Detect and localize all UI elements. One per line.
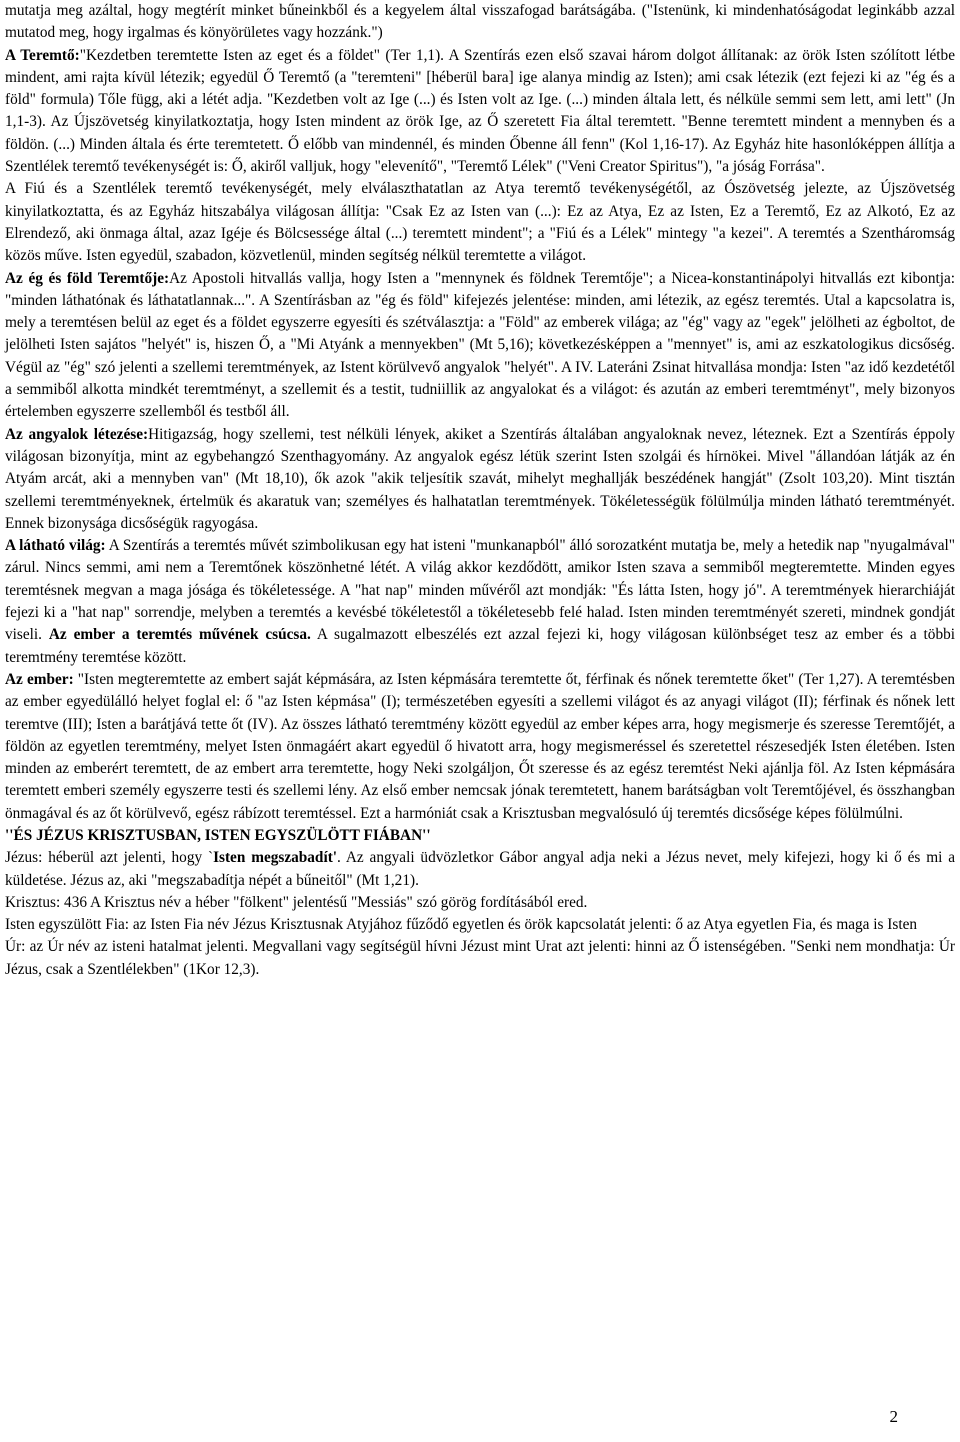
paragraph-visible-world-emphasis: Az ember a teremtés művének csúcsa.: [48, 626, 311, 644]
paragraph-angels: [5, 424, 955, 535]
paragraph-jesus-text-a: Jézus: héberül azt jelenti, hogy `: [5, 849, 214, 867]
paragraph-man: [5, 669, 955, 825]
paragraph-christ-text: Krisztus: 436 A Krisztus név a héber "fölkent" jelentésű "Messiás" szó görög fordításából ered.: [5, 893, 588, 911]
section-title-man: Az ember:: [5, 670, 74, 688]
paragraph-son-and-spirit-text: A Fiú és a Szentlélek teremtő tevékenységét, mely elválaszthatatlan az Atya teremtő tevékenységétől, az Ószövetség jelezte, az Újszövetség kinyilatkoztatta, és az Egyház hitszabálya világosan állítja: "Csak Ez az Isten van (...): Ez az Atya, Ez az Isten, Ez a Teremtő, Ez az Alkotó, Ez az Elrendező, aki önmaga által, azaz Igéje és Bölcsessége által (...) teremtett mindent"; a "Fiú és a Lélek" mintegy "a kezei". A teremtés a Szentháromság közös műve. Isten egyedül, szabadon, közvetlenül, minden segítség nélkül teremtette a világot.: [5, 180, 955, 265]
document-page: [5, 0, 955, 981]
paragraph-son-and-spirit: [5, 178, 955, 267]
paragraph-lord-text: Úr: az Úr név az isteni hatalmat jelenti. Megvallani vagy segítségül hívni Jézust mint Urat azt jelenti: hinni az Ő istenségében. "Senki nem mondhatja: Úr Jézus, csak a Szentlélekben" (1Kor 12,3).: [5, 938, 955, 978]
paragraph-heaven-earth: [5, 268, 955, 424]
paragraph-intro-text: mutatja meg azáltal, hogy megtérít minket bűneinkből és a kegyelem által visszafogad barátságába. ("Istenünk, ki mindenhatóságodat leginkább azzal mutatod meg, hogy irgalmas és könyörületes vagy hozzánk."): [5, 2, 955, 42]
paragraph-lord: [5, 936, 955, 981]
paragraph-visible-world-text-b: A sugalmazott elbeszélés ezt azzal fejezi ki, hogy világosan különbséget tesz az ember és a többi teremtmény teremtése között.: [5, 626, 955, 666]
section-title-angels: Az angyalok létezése:: [5, 425, 149, 443]
section-title-visible-world: A látható világ:: [5, 537, 106, 555]
section-title-creator: A Teremtő:: [5, 46, 80, 64]
paragraph-visible-world: [5, 535, 955, 669]
paragraph-jesus: [5, 847, 955, 892]
section-heading-jesus-christ: ''ÉS JÉZUS KRISZTUSBAN, ISTEN EGYSZÜLÖTT FIÁBAN'': [5, 826, 431, 844]
page-number: 2: [889, 1407, 898, 1426]
paragraph-only-son: [5, 914, 955, 936]
paragraph-christ: [5, 892, 955, 914]
section-title-heaven-earth: Az ég és föld Teremtője:: [5, 269, 170, 287]
paragraph-angels-text: Hitigazság, hogy szellemi, test nélküli lények, akiket a Szentírás általában angyaloknak nevez, léteznek. Ezt a Szentírás éppoly világosan bizonyítja, mint az egybehangzó Szenthagyomány. Az angyalok egész létük szerint Isten szolgái és hírnökei. Mivel "állandóan látják az én Atyám arcát, aki a mennyben van" (Mt 18,10), ők azok "akik teljesítik szavát, mihelyt meghallják beszédének hangját" (Zsolt 103,20). Mint tisztán szellemi teremtményeknek, értelmük és akaratuk van; személyes és halhatatlan teremtmények. Tökéletességük fölülmúlja minden látható teremtményét. Ennek bizonysága dicsőségük ragyogása.: [5, 425, 955, 532]
paragraph-jesus-text-b: . Az angyali üdvözletkor Gábor angyal adja neki a Jézus nevet, mely kifejezi, hogy ki ő és mi a küldetése. Jézus az, aki "megszabadítja népét a bűneitől" (Mt 1,21).: [5, 849, 955, 889]
paragraph-creator-text: "Kezdetben teremtette Isten az eget és a földet" (Ter 1,1). A Szentírás ezen első szavai három dolgot állítanak: az örök Isten szólított létbe mindent, ami rajta kívül létezik; egyedül Ő Teremtő (a "teremteni" [héberül bara] ige alanya mindig az Isten); ami csak létezik (ezt fejezi ki az "ég és a föld" formula) Tőle függ, aki a létét adja. "Kezdetben volt az Ige (...) és Isten volt az Ige. (...) minden általa lett, és nélküle semmi sem lett, ami lett" (Jn 1,1-3). Az Újszövetség kinyilatkoztatja, hogy Isten mindent az örök Ige, az Ő szeretett Fia által teremtett. "Benne teremtett mindent a mennyben és a földön. (...) Minden általa és érte teremtetett. Ő előbb van mindennél, és minden Őbenne áll fenn" (Kol 1,16-17). Az Egyház hite hasonlóképpen állítja a Szentlélek teremtő tevékenységét is: Ő, akiről valljuk, hogy "elevenítő", "Teremtő Lélek" ("Veni Creator Spiritus"), "a jóság Forrása".: [5, 46, 955, 176]
paragraph-man-text: "Isten megteremtette az embert saját képmására, az Isten képmására teremtette őt, férfinak és nőnek teremtette őket" (Ter 1,27). A teremtésben az ember egyedülálló helyet foglal el: ő "az Isten képmása" (I); természetében egyesíti a szellemi világot és az anyagi világot (II); férfinak és nőnek lett teremtve (III); Isten a barátjává tette őt (IV). Az összes látható teremtmény között egyedül az ember képes arra, hogy megismerje és szeresse Teremtőjét, a földön az egyetlen teremtmény, melyet Isten önmagáért akart egyedül ő hivatott arra, hogy megismeréssel és szeretettel részesedjék Isten életében. Isten minden az emberért teremtett, de az embert arra teremtette, hogy Neki szolgáljon, Őt szeresse és az egész teremtést Neki ajánlja föl. Az Isten képmására teremtett emberi személy egyszerre testi és szellemi lény. Az első ember nemcsak jónak teremtetett, hanem barátságban volt Teremtőjével, és összhangban önmagával és az őt körülvevő, egész rábízott teremtéssel. Ezt a harmóniát csak a Krisztusban megvalósuló új teremtés dicsősége képes fölülmúlni.: [5, 670, 956, 822]
paragraph-jesus-emphasis: Isten megszabadít': [213, 849, 338, 867]
paragraph-only-son-text: Isten egyszülött Fia: az Isten Fia név Jézus Krisztusnak Atyjához fűződő egyetlen és örök kapcsolatát jelenti: ő az Atya egyetlen Fia, és maga is Isten: [5, 916, 918, 934]
paragraph-visible-world-text-a: A Szentírás a teremtés művét szimbolikusan egy hat isteni "munkanapból" álló sorozatként mutatja be, mely a hetedik nap "nyugalmával" zárul. Nincs semmi, ami nem a Teremtőnek köszönhetné létét. A világ akkor kezdődött, amikor Isten szava a semmiből megteremtette. Minden egyes teremtésnek megvan a maga jósága és tökéletessége. A "hat nap" minden művéről azt mondják: "És látta Isten, hogy jó". A teremtmények hierarchiáját fejezi ki a "hat nap" sorrendje, melyben a teremtés a kevésbé tökéletestől a tökéletesebb felé halad. Isten minden teremtményét szereti, mindnek gondját viseli.: [5, 537, 956, 644]
paragraph-creator: [5, 45, 955, 179]
paragraph-intro: [5, 0, 955, 45]
paragraph-heaven-earth-text: Az Apostoli hitvallás vallja, hogy Isten a "mennynek és földnek Teremtője"; a Nicea-konstantinápolyi hitvallás ezt kibontja: "minden láthatónak és láthatatlannak...". A Szentírásban az "ég és föld" kifejezés jelentése: minden, ami létezik, az egész teremtés. Utal a kapcsolatra is, mely a teremtésen belül az eget és a földet egyszerre egyesíti és szétválasztja: a "Föld" az emberek világa; az "ég" vagy az "egek" jelölheti az égboltot, de jelölheti Isten sajátos "helyét" is, hiszen Ő, a "Mi Atyánk a mennyekben" (Mt 5,16); következésképpen a "mennyet" is, ami az eszkatologikus dicsőség. Végül az "ég" szó jelenti a szellemi teremtmények, az Istent körülvevő angyalok "helyét". A IV. Lateráni Zsinat hitvallása mondja: Isten "az idő kezdetétől a semmiből alkotta mindkét teremtményt, a szellemit és a testit, tudniillik az angyalokat és a világot: és azután az emberi teremtményt", mely bizonyos értelemben egyszerre szellemből és testből áll.: [5, 269, 956, 421]
